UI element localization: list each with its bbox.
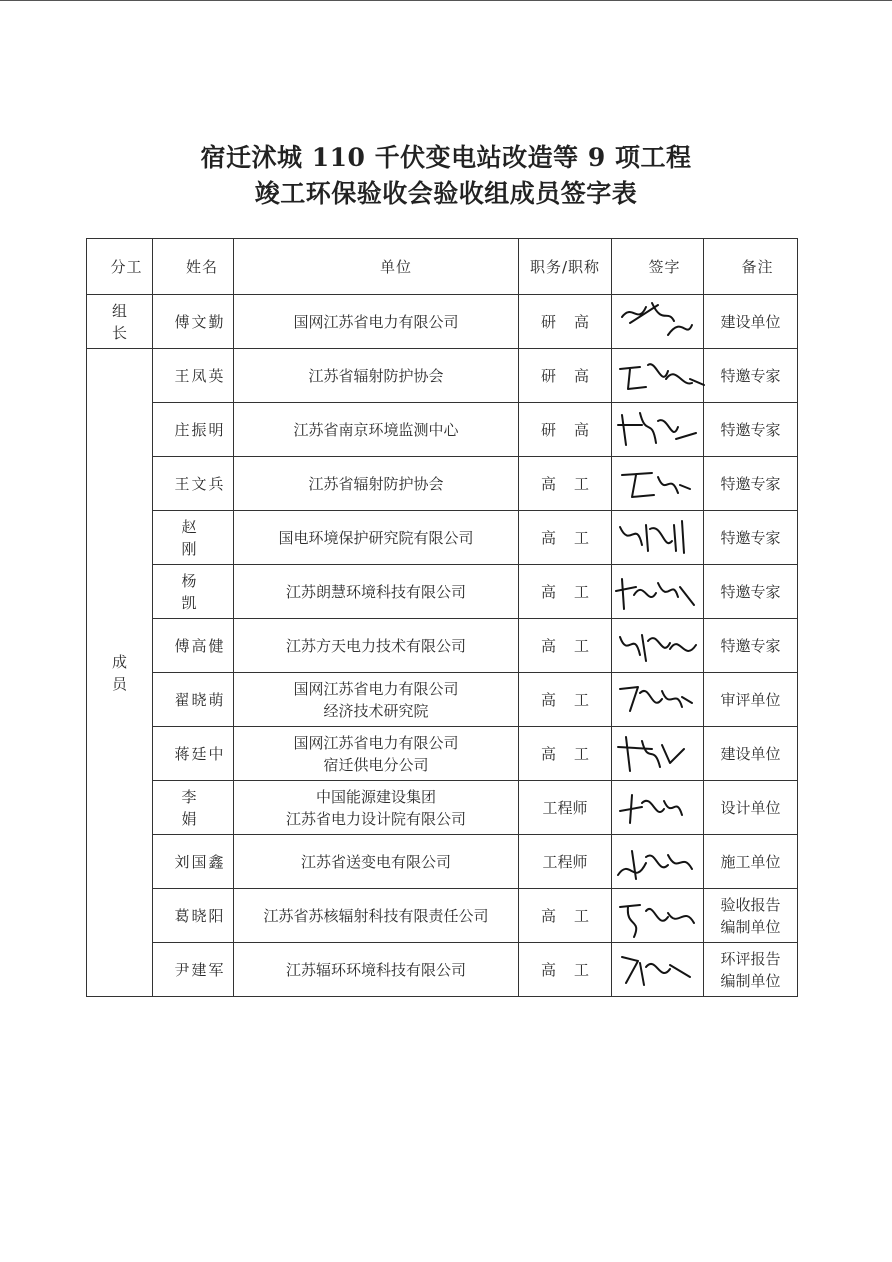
unit-line: 江苏省辐射防护协会 [308, 474, 444, 493]
signature-cell [612, 295, 704, 349]
signature-stroke [616, 579, 694, 609]
handwritten-signature [612, 727, 707, 781]
signature-stroke [622, 957, 690, 985]
position-cell: 研高 [519, 403, 612, 457]
unit-line: 江苏省辐射防护协会 [308, 366, 444, 385]
name-cell: 傅文勤 [153, 295, 234, 349]
remark-line: 验收报告 [720, 895, 781, 914]
signature-stroke [622, 473, 690, 497]
unit-line: 江苏辐环环境科技有限公司 [285, 960, 466, 979]
remark-cell [704, 565, 798, 619]
table-row [87, 781, 798, 835]
remark-cell [704, 943, 798, 997]
signature-stroke [618, 413, 696, 445]
table-row [87, 889, 798, 943]
unit-cell [234, 295, 519, 349]
table-body [87, 295, 798, 997]
signature-stroke [618, 737, 684, 771]
table-row [87, 943, 798, 997]
name-cell: 李娟 [153, 781, 234, 835]
handwritten-signature [612, 565, 707, 619]
remark-line: 特邀专家 [720, 582, 781, 601]
signature-cell [612, 781, 704, 835]
unit-line: 江苏省电力设计院有限公司 [285, 809, 466, 828]
unit-line: 国电环境保护研究院有限公司 [278, 528, 474, 547]
signature-stroke [622, 303, 692, 335]
unit-line: 国网江苏省电力有限公司 [293, 733, 459, 752]
signature-cell [612, 457, 704, 511]
signature-cell [612, 619, 704, 673]
signature-stroke [620, 521, 684, 553]
name-cell: 庄振明 [153, 403, 234, 457]
remark-cell [704, 511, 798, 565]
unit-line: 国网江苏省电力有限公司 [293, 679, 459, 698]
remark-line: 建设单位 [720, 744, 781, 763]
remark-line: 环评报告 [720, 949, 781, 968]
position-cell: 高工 [519, 511, 612, 565]
signature-stroke [620, 687, 692, 711]
unit-cell [234, 781, 519, 835]
remark-cell [704, 835, 798, 889]
handwritten-signature [612, 781, 707, 835]
unit-cell [234, 349, 519, 403]
remark-line: 特邀专家 [720, 366, 781, 385]
table-row [87, 619, 798, 673]
header-unit: 单位 [234, 239, 519, 295]
unit-line: 宿迁供电分公司 [323, 755, 429, 774]
table-row [87, 295, 798, 349]
header-row [87, 239, 798, 295]
position-cell: 高工 [519, 727, 612, 781]
remark-cell [704, 673, 798, 727]
signature-stroke [620, 635, 696, 661]
unit-cell [234, 727, 519, 781]
handwritten-signature [612, 349, 707, 403]
unit-line: 江苏方天电力技术有限公司 [285, 636, 466, 655]
signature-cell [612, 403, 704, 457]
remark-line: 设计单位 [720, 798, 781, 817]
signature-cell [612, 349, 704, 403]
signature-cell [612, 673, 704, 727]
name-cell: 杨凯 [153, 565, 234, 619]
unit-line: 国网江苏省电力有限公司 [293, 312, 459, 331]
position-cell: 研高 [519, 295, 612, 349]
handwritten-signature [612, 295, 707, 349]
name-cell: 傅高健 [153, 619, 234, 673]
title-line-1: 宿迁沭城 110 千伏变电站改造等 9 项工程 [200, 143, 692, 172]
remark-line: 特邀专家 [720, 636, 781, 655]
handwritten-signature [612, 673, 707, 727]
unit-cell [234, 943, 519, 997]
handwritten-signature [612, 619, 707, 673]
unit-line: 经济技术研究院 [323, 701, 429, 720]
position-cell: 高工 [519, 457, 612, 511]
handwritten-signature [612, 457, 707, 511]
unit-cell [234, 889, 519, 943]
name-cell: 蒋廷中 [153, 727, 234, 781]
name-cell: 葛晓阳 [153, 889, 234, 943]
table-row [87, 565, 798, 619]
remark-line: 施工单位 [720, 852, 781, 871]
header-remark: 备注 [704, 239, 798, 295]
signature-stroke [618, 851, 692, 879]
header-role: 分工 [87, 239, 153, 295]
signature-cell [612, 943, 704, 997]
remark-cell [704, 457, 798, 511]
signature-stroke [620, 905, 694, 937]
handwritten-signature [612, 889, 707, 943]
signature-cell [612, 835, 704, 889]
table-row [87, 673, 798, 727]
remark-line: 建设单位 [720, 312, 781, 331]
unit-cell [234, 403, 519, 457]
remark-cell [704, 727, 798, 781]
role-cell-leader: 组长 [87, 295, 153, 349]
remark-cell [704, 781, 798, 835]
signature-stroke [620, 364, 704, 389]
position-cell: 研高 [519, 349, 612, 403]
name-cell: 尹建军 [153, 943, 234, 997]
position-cell: 高工 [519, 889, 612, 943]
handwritten-signature [612, 943, 707, 997]
remark-line: 特邀专家 [720, 420, 781, 439]
unit-line: 江苏省苏核辐射科技有限责任公司 [263, 906, 489, 925]
remark-cell [704, 295, 798, 349]
remark-cell [704, 403, 798, 457]
position-cell: 高工 [519, 619, 612, 673]
page-top-border [0, 0, 892, 1]
unit-cell [234, 619, 519, 673]
header-name: 姓名 [153, 239, 234, 295]
header-signature: 签字 [612, 239, 704, 295]
name-cell: 刘国鑫 [153, 835, 234, 889]
unit-cell [234, 457, 519, 511]
unit-cell [234, 565, 519, 619]
position-cell: 高工 [519, 673, 612, 727]
position-cell: 工程师 [519, 835, 612, 889]
name-cell: 王凤英 [153, 349, 234, 403]
table-row [87, 727, 798, 781]
title-line-2: 竣工环保验收会验收组成员签字表 [254, 179, 638, 208]
remark-cell [704, 349, 798, 403]
unit-line: 江苏省南京环境监测中心 [293, 420, 459, 439]
header-position: 职务/职称 [519, 239, 612, 295]
remark-line: 特邀专家 [720, 474, 781, 493]
handwritten-signature [612, 403, 707, 457]
position-cell: 高工 [519, 565, 612, 619]
signature-table [86, 238, 798, 997]
table-row [87, 457, 798, 511]
unit-cell [234, 673, 519, 727]
signature-stroke [620, 795, 682, 823]
name-cell: 翟晓萌 [153, 673, 234, 727]
document-title [0, 140, 892, 212]
handwritten-signature [612, 835, 707, 889]
position-cell: 工程师 [519, 781, 612, 835]
unit-cell [234, 835, 519, 889]
table-row [87, 349, 798, 403]
unit-cell [234, 511, 519, 565]
remark-cell [704, 889, 798, 943]
signature-cell [612, 727, 704, 781]
remark-cell [704, 619, 798, 673]
role-cell-members: 成员 [87, 349, 153, 997]
unit-line: 中国能源建设集团 [315, 787, 436, 806]
table-row [87, 835, 798, 889]
remark-line: 编制单位 [720, 971, 781, 990]
remark-line: 特邀专家 [720, 528, 781, 547]
table-row [87, 511, 798, 565]
name-cell: 赵刚 [153, 511, 234, 565]
position-cell: 高工 [519, 943, 612, 997]
unit-line: 江苏省送变电有限公司 [300, 852, 451, 871]
remark-line: 审评单位 [720, 690, 781, 709]
table-row [87, 403, 798, 457]
unit-line: 江苏朗慧环境科技有限公司 [285, 582, 466, 601]
signature-cell [612, 565, 704, 619]
remark-line: 编制单位 [720, 917, 781, 936]
signature-cell [612, 889, 704, 943]
name-cell: 王文兵 [153, 457, 234, 511]
handwritten-signature [612, 511, 707, 565]
signature-cell [612, 511, 704, 565]
